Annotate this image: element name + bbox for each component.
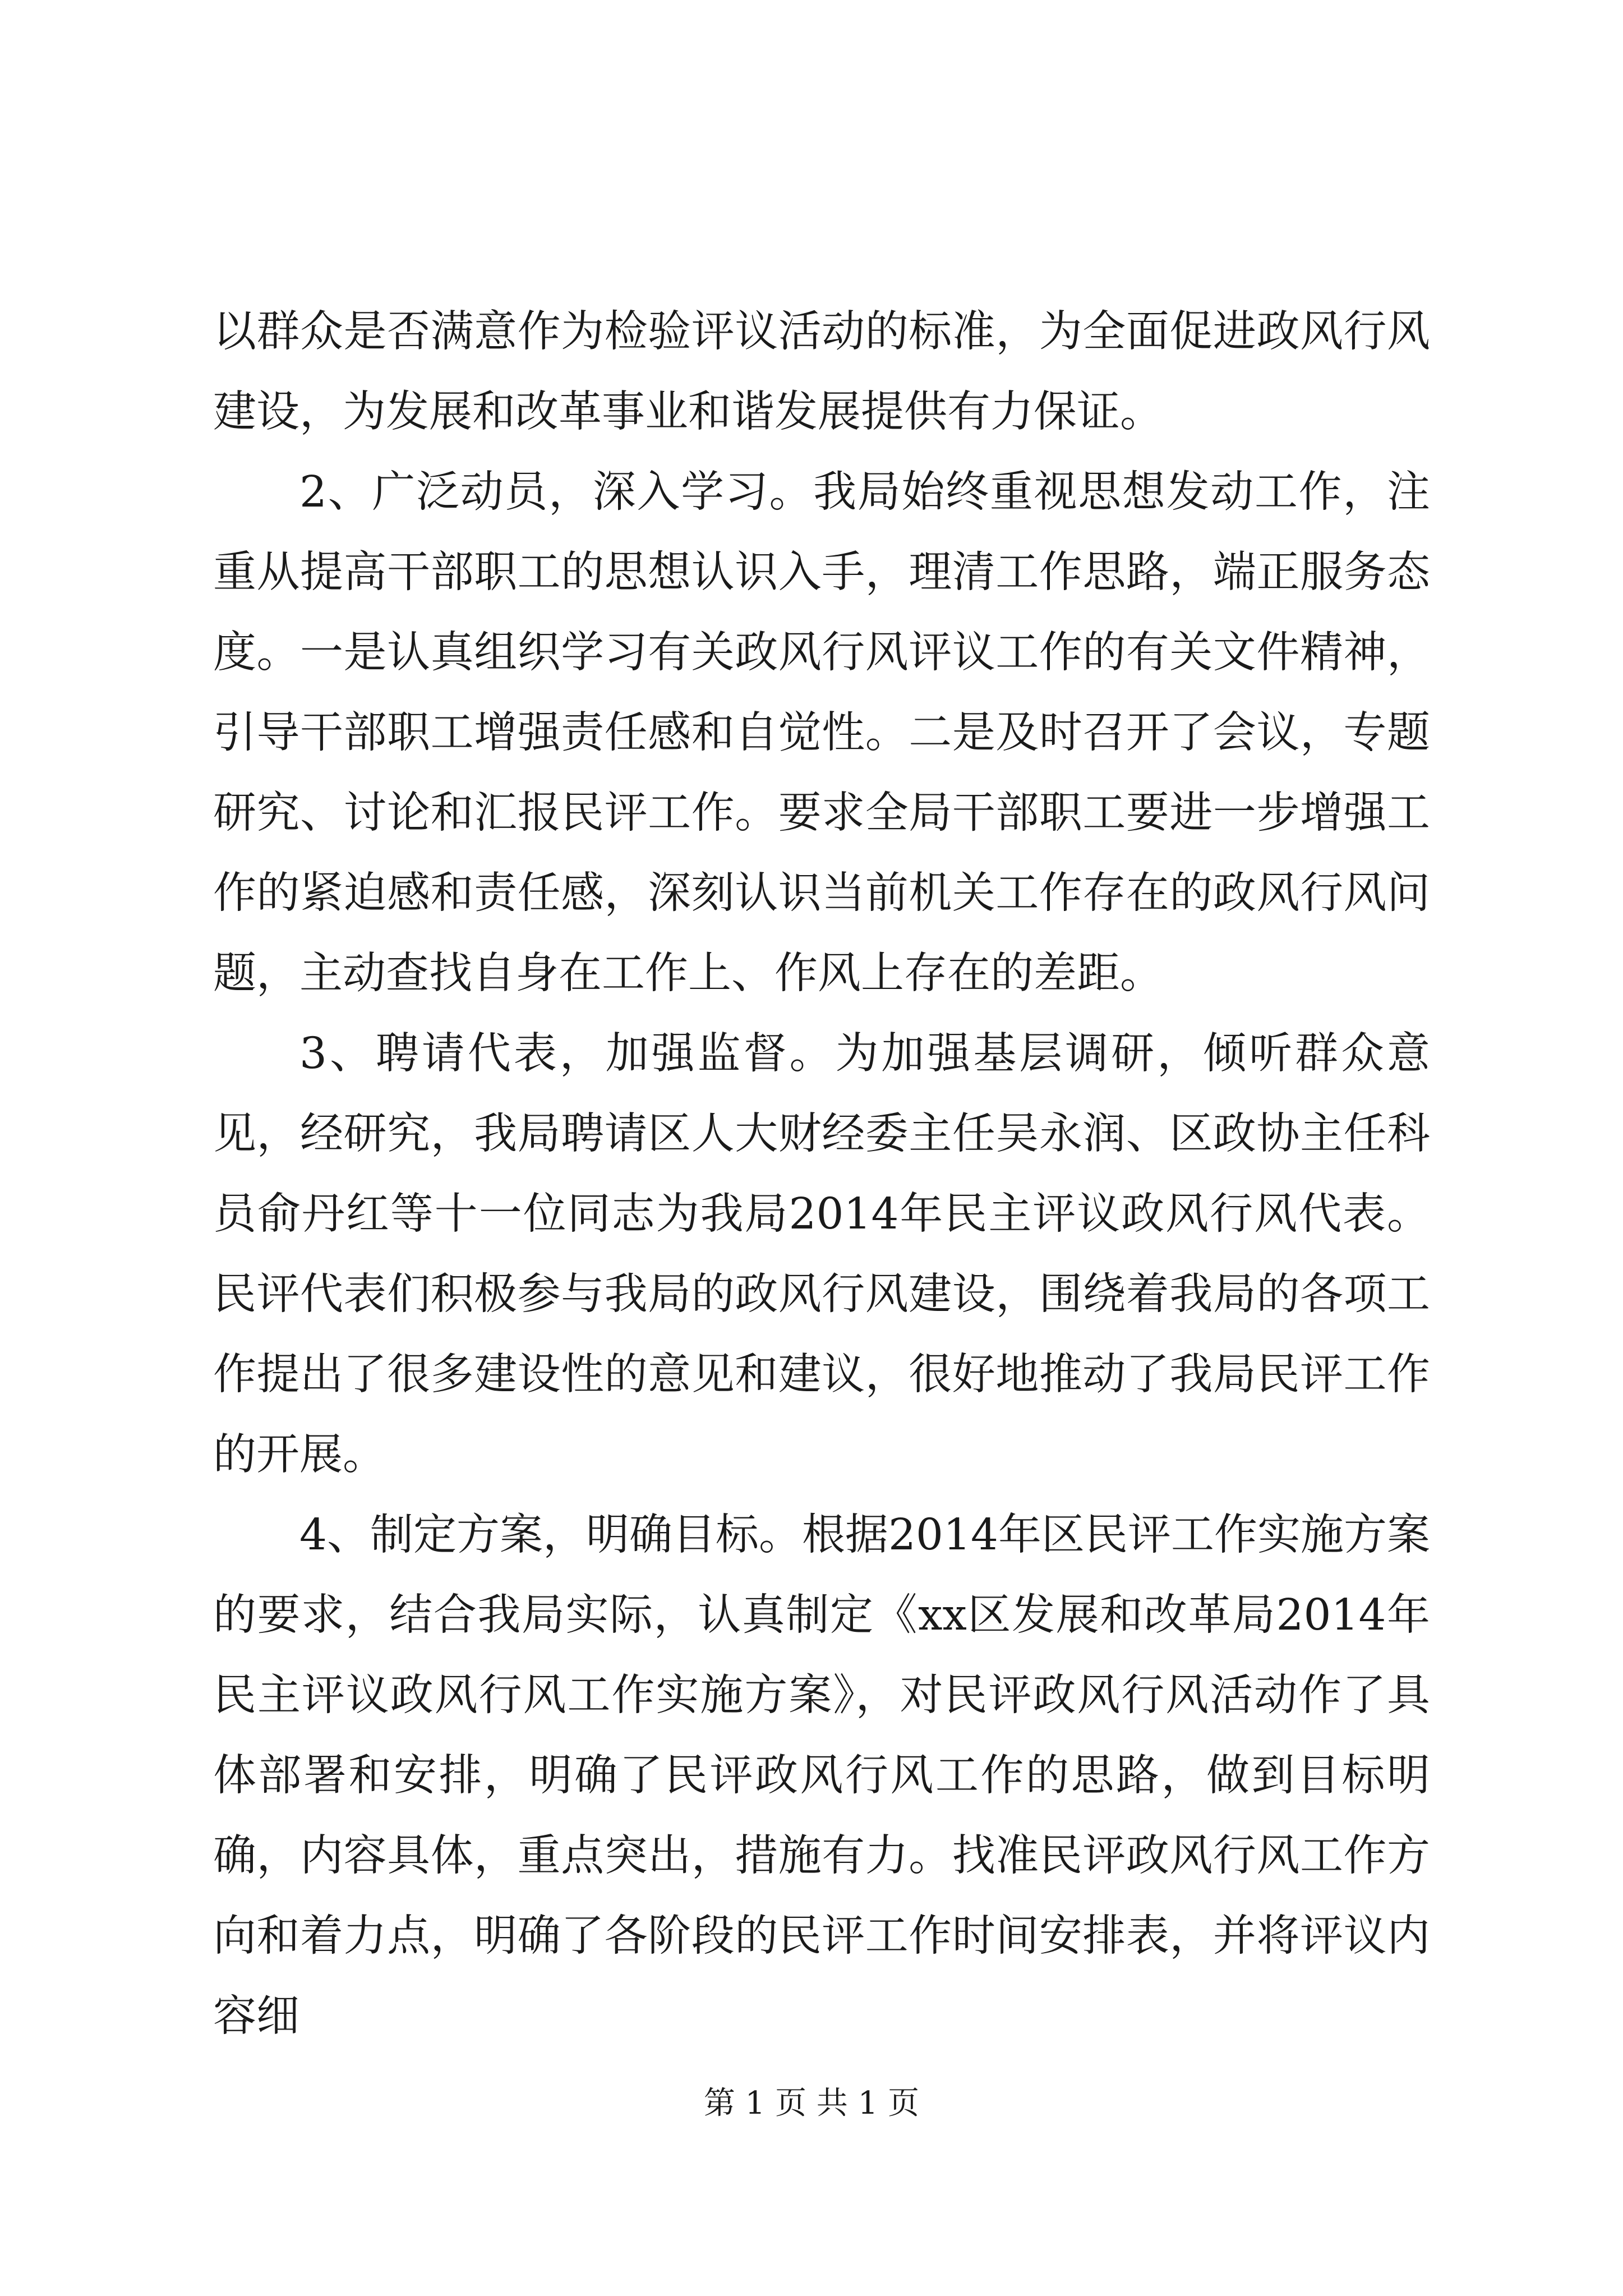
paragraph-3: 3、聘请代表，加强监督。为加强基层调研，倾听群众意见，经研究，我局聘请区人大财经委主任吴永润、区政协主任科员俞丹红等十一位同志为我局2014年民主评议政风行风代表。民评代表们积极参与我局的政风行风建设，围绕着我局的各项工作提出了很多建设性的意见和建议，很好地推动了我局民评工作的开展。	[213, 1029, 1430, 1480]
paragraph-2: 2、广泛动员，深入学习。我局始终重视思想发动工作，注重从提高干部职工的思想认识入手，理清工作思路，端正服务态度。一是认真组织学习有关政风行风评议工作的有关文件精神，引导干部职工增强责任感和自觉性。二是及时召开了会议，专题研究、讨论和汇报民评工作。要求全局干部职工要进一步增强工作的紧迫感和责任感，深刻认识当前机关工作存在的政风行风问题，主动查找自身在工作上、作风上存在的差距。	[213, 467, 1430, 999]
paragraph-4: 4、制定方案，明确目标。根据2014年区民评工作实施方案的要求，结合我局实际，认真制定《xx区发展和改革局2014年民主评议政风行风工作实施方案》，对民评政风行风活动作了具体部署和安排，明确了民评政风行风工作的思路，做到目标明确，内容具体，重点突出，措施有力。找准民评政风行风工作方向和着力点，明确了各阶段的民评工作时间安排表，并将评议内容细	[213, 1510, 1430, 2041]
paragraph-1: 以群众是否满意作为检验评议活动的标准，为全面促进政风行风建设，为发展和改革事业和谐发展提供有力保证。	[213, 307, 1430, 437]
document-body	[213, 292, 1430, 2056]
page-footer: 第 1 页 共 1 页	[703, 2085, 920, 2122]
